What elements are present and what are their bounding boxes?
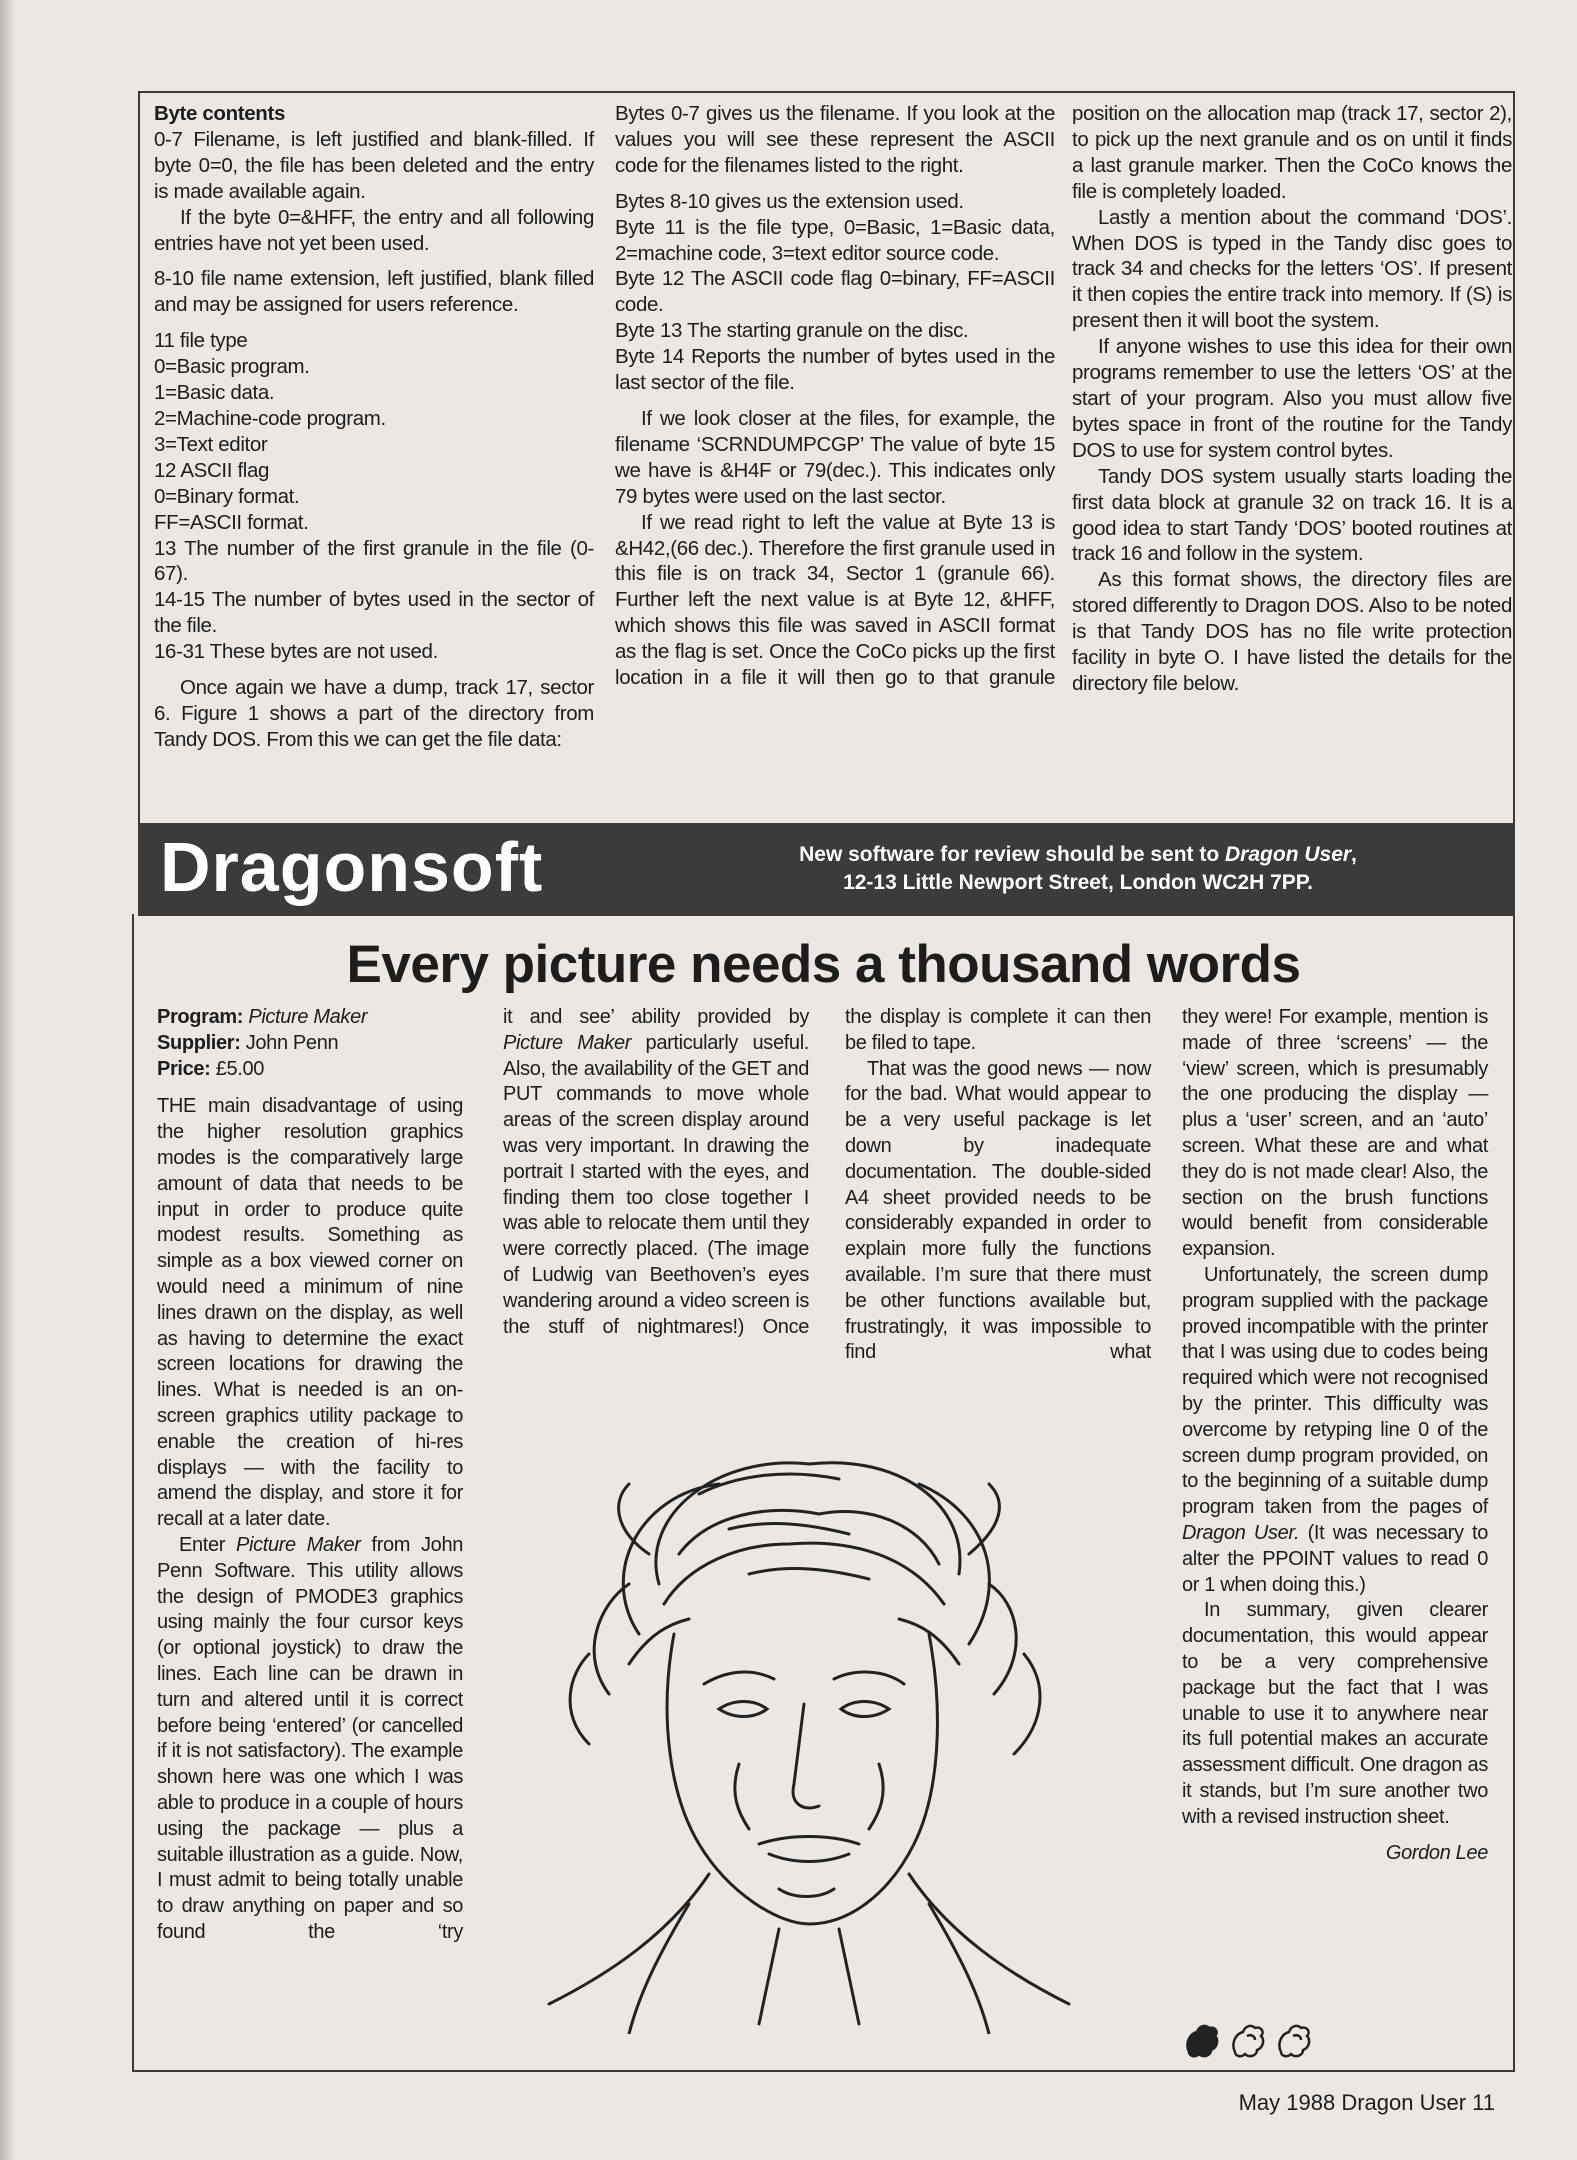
beethoven-portrait-illustration <box>489 1434 1109 2034</box>
list-item: Byte 13 The starting granule on the disc. <box>615 319 969 343</box>
review-article <box>132 914 1515 2072</box>
dragon-rating <box>1181 2022 1315 2060</box>
page-footer: May 1988 Dragon User 11 <box>1238 2090 1495 2115</box>
review-headline: Every picture needs a thousand words <box>346 935 1301 994</box>
supplier-credit <box>157 1031 463 1057</box>
paragraph: If anyone wishes to use this idea for their own programs remember to use the letters ‘OS’ at the start of your program. Also you must allow five bytes space in front of the routine for the Tandy DOS to use for system control bytes. <box>1072 335 1512 462</box>
face-outline <box>667 1634 937 1924</box>
text: Enter <box>179 1533 236 1556</box>
list-item: 3=Text editor <box>154 432 268 456</box>
magazine-name: Dragon User. <box>1182 1521 1300 1544</box>
paragraph: they were! For example, mention is made of three ‘screens’ — the ‘view’ screen, which is presumably the one producing the display — plus a ‘user’ screen, and an ‘auto’ screen. What these are and what they do is not made clear! Also, the section on the brush functions would benefit from considerable expansion. <box>1182 1006 1488 1261</box>
paragraph: That was the good news — now for the bad. What would appear to be a very useful package is let down by inadequate documentation. The double-sided A4 sheet provided needs to be considerably expanded in order to explain more fully the functions available. I’m sure that there must be other functions available but, frustratingly, it was impossible to find what <box>845 1057 1151 1364</box>
paragraph: position on the allocation map (track 17, sector 2), to pick up the next granule and os on until it finds a last granule marker. Then the CoCo knows the file is completely loaded. <box>1072 102 1512 203</box>
program-name: Picture Maker <box>248 1006 368 1028</box>
price: £5.00 <box>215 1057 265 1080</box>
directory-article-continuation <box>138 91 1515 826</box>
program-name: Picture Maker <box>236 1533 361 1556</box>
dragon-outline-icon <box>1227 2022 1269 2060</box>
supplier-name: John Penn <box>245 1031 339 1054</box>
list-item: 14-15 The number of bytes used in the sector of the file. <box>154 588 594 638</box>
paragraph: Bytes 0-7 gives us the filename. If you look at the values you will see these represent the ASCII code for the filenames listed to the right. <box>615 102 1055 177</box>
paragraph <box>503 1005 809 1340</box>
article-column-2 <box>615 101 1055 691</box>
paragraph: 8-10 file name extension, left justified, blank filled and may be assigned for users reference. <box>154 267 594 317</box>
program-name: Picture Maker <box>503 1031 632 1054</box>
paragraph: As this format shows, the directory files are stored differently to Dragon DOS. Also to be noted is that Tandy DOS has no file write protection facility in byte O. I have listed the details for the directory file below. <box>1072 568 1512 695</box>
paragraph: THE main disadvantage of using the higher resolution graphics modes is the comparatively large amount of data that needs to be input in order to produce quite modest results. Something as simple as a box viewed corner on would need a minimum of nine lines drawn on the display, as well as having to determine the exact screen locations for drawing the lines. What is needed is an on-screen graphics utility package to enable the creation of hi-res displays — with the facility to amend the display, and store it for recall at a later date. <box>157 1095 463 1531</box>
paragraph: Tandy DOS system usually starts loading the first data block at granule 32 on track 16. It is a good idea to start Tandy ‘DOS’ booted routines at track 16 and follow in the system. <box>1072 464 1512 566</box>
list-item: 11 file type <box>154 329 248 353</box>
dragon-filled-icon <box>1181 2022 1223 2060</box>
paragraph: 0-7 Filename, is left justified and blank-filled. If byte 0=0, the file has been deleted and the entry is made available again. <box>154 127 594 203</box>
hair-strokes <box>570 1463 1040 1754</box>
subheading: Byte contents <box>154 102 286 125</box>
text: Unfortunately, the screen dump program supplied with the package proved incompatible with the printer that I was using due to codes being required which were not recognised by the printer. This difficulty was overcome by retyping line 0 of the screen dump program provided, on to the beginning of a suitable dump program taken from the pages of <box>1182 1263 1488 1519</box>
price-credit <box>157 1057 463 1083</box>
paragraph: In summary, given clearer documentation, this would appear to be a very comprehensive package but the fact that I was unable to use it to anywhere near its full potential makes an accurate assessment difficult. One dragon as it stands, but I’m sure another two with a revised instruction sheet. <box>1182 1599 1488 1828</box>
note-text: , <box>1351 843 1357 866</box>
list-item: 13 The number of the first granule in the file (0-67). <box>154 536 594 586</box>
collar-strokes <box>549 1874 1069 2034</box>
note-text: New software for review should be sent to <box>799 843 1226 866</box>
text: (It was necessary to alter the PPOINT values to read 0 or 1 when doing this.) <box>1182 1521 1488 1596</box>
text: it and see’ ability provided by <box>503 1006 809 1028</box>
review-column-2 <box>503 1005 809 1340</box>
review-column-1 <box>157 1005 463 1946</box>
label: Price: <box>157 1057 211 1080</box>
paragraph: If the byte 0=&HFF, the entry and all following entries have not yet been used. <box>154 205 594 255</box>
address: 12-13 Little Newport Street, London WC2H 7PP. <box>843 871 1313 894</box>
list-item: 1=Basic data. <box>154 381 275 405</box>
label: Supplier: <box>157 1031 241 1054</box>
paragraph: Once again we have a dump, track 17, sector 6. Figure 1 shows a part of the directory from Tandy DOS. From this we can get the file data: <box>154 676 594 751</box>
text: particularly useful. Also, the availability of the GET and PUT commands to move whole areas of the screen display around was very important. In drawing the portrait I started with the eyes, and finding them too close together I was able to relocate them until they were correctly placed. (The image of Ludwig van Beethoven’s eyes wandering around a video screen is the stuff of nightmares!) Once <box>503 1031 810 1338</box>
list-item: Byte 11 is the file type, 0=Basic, 1=Basic data, 2=machine code, 3=text editor source code. <box>615 215 1055 265</box>
section-banner <box>138 823 1515 916</box>
list-item: 2=Machine-code program. <box>154 406 386 430</box>
list-item: FF=ASCII format. <box>154 510 309 534</box>
paragraph: If we read right to left the value at Byte 13 is &H42,(66 dec.). Therefore the first granule used in this file is on track 34, Sector 1 (granule 66). Further left the next value is at Byte 12, &HFF, which shows this file was saved in ASCII format as the flag is set. Once the CoCo picks up the first location in a file it will then go to that granule <box>615 510 1055 690</box>
dragon-outline-icon <box>1273 2022 1315 2060</box>
article-column-3 <box>1072 101 1512 697</box>
list-item: 12 ASCII flag <box>154 458 270 482</box>
label: Program: <box>157 1006 244 1028</box>
paragraph: Lastly a mention about the command ‘DOS’. When DOS is typed in the Tandy disc goes to track 34 and checks for the letters ‘OS’. If present it then copies the entire track into memory. If (S) is present then it will boot the system. <box>1072 205 1512 333</box>
list-item: Bytes 8-10 gives us the extension used. <box>615 189 964 213</box>
list-item: 0=Basic program. <box>154 355 310 379</box>
page-edge <box>0 0 14 2160</box>
list-item: Byte 12 The ASCII code flag 0=binary, FF=ASCII code. <box>615 267 1055 317</box>
list-item: 0=Binary format. <box>154 484 300 508</box>
submission-note <box>748 841 1408 897</box>
list-item: Byte 14 Reports the number of bytes used in the last sector of the file. <box>615 345 1055 395</box>
review-column-3 <box>845 1005 1151 1366</box>
article-column-1 <box>154 101 594 753</box>
text: from John Penn Software. This utility allows the design of PMODE3 graphics using mainly the four cursor keys (or optional joystick) to draw the lines. Each line can be drawn in turn and altered until it is correct before being ‘entered’ (or cancelled if it is not satisfactory). The example shown here was one which I was able to produce in a couple of hours using the package — plus a suitable illustration as a guide. Now, I must admit to being totally unable to draw anything on paper and so found the ‘try <box>157 1533 464 1943</box>
list-item: 16-31 These bytes are not used. <box>154 640 438 664</box>
paragraph: If we look closer at the files, for example, the filename ‘SCRNDUMPCGP’ The value of byte 15 we have is &H4F or 79(dec.). This indicates only 79 bytes were used on the last sector. <box>615 406 1055 508</box>
magazine-name: Dragon User <box>1225 843 1352 866</box>
paragraph <box>1182 1263 1488 1598</box>
paragraph: the display is complete it can then be filed to tape. <box>845 1006 1151 1054</box>
program-credit <box>157 1005 463 1031</box>
review-column-4 <box>1182 1005 1488 1866</box>
section-title: Dragonsoft <box>160 828 544 906</box>
author-signature: Gordon Lee <box>1385 1841 1488 1864</box>
paragraph <box>157 1533 463 1946</box>
